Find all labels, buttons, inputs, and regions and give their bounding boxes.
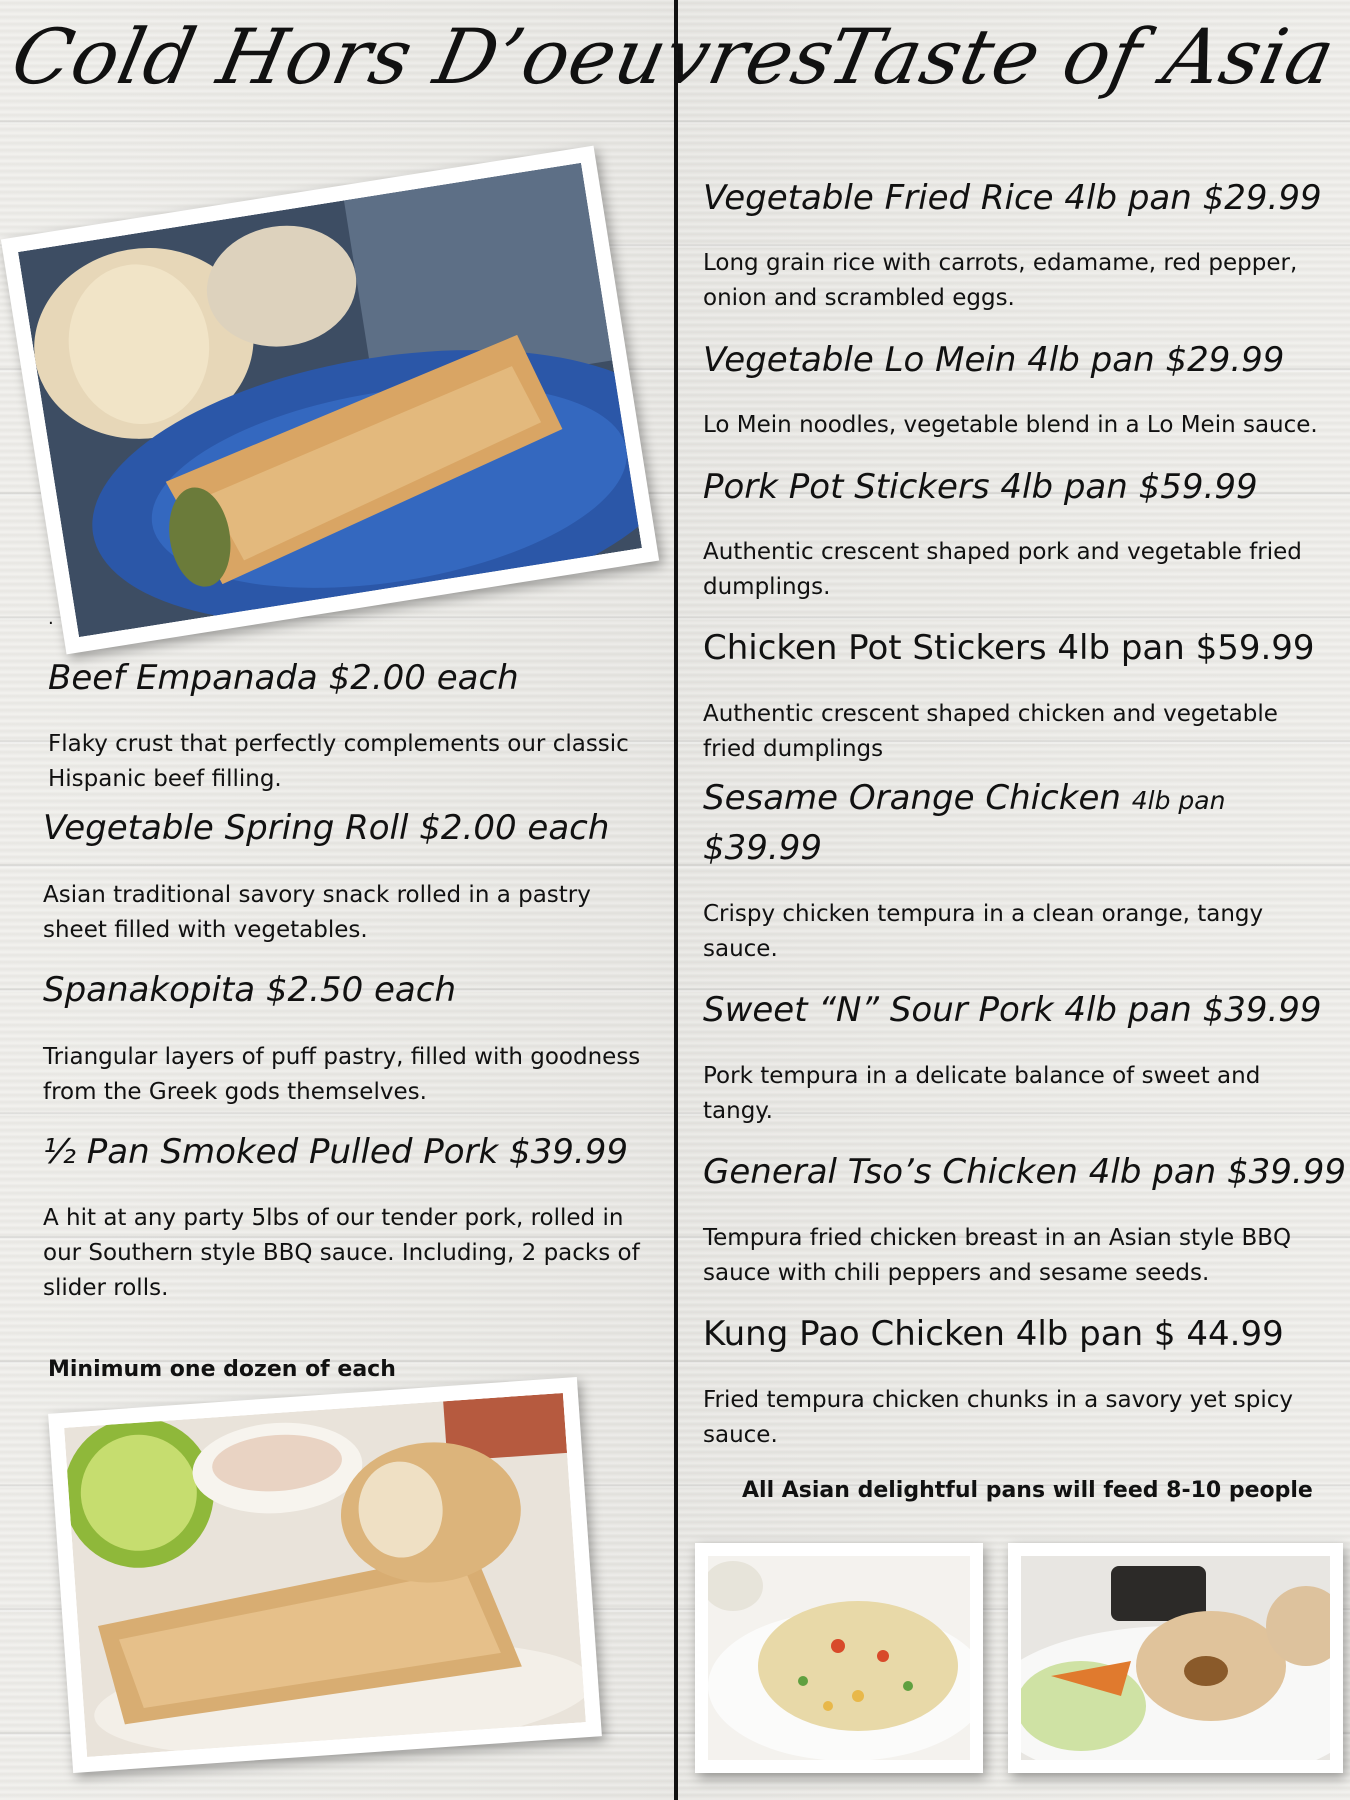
fried-rice-photo (695, 1543, 983, 1773)
item-desc-chicken-pot-stickers: Authentic crescent shaped chicken and vegetable fried dumplings (703, 701, 1278, 762)
item-name-pork-pot-stickers: Pork Pot Stickers 4lb pan $59.99 (703, 467, 1258, 507)
item-desc-beef-empanada: Flaky crust that perfectly complements our classic Hispanic beef filling. (48, 731, 629, 792)
stray-dot: . (48, 608, 54, 629)
item-price-sesame-orange-chicken: $39.99 (703, 828, 822, 868)
item-desc-general-tsos-chicken: Tempura fried chicken breast in an Asian style BBQ sauce with chili peppers and sesame seeds. (703, 1225, 1292, 1286)
item-name-vegetable-spring-roll: Vegetable Spring Roll $2.00 each (43, 808, 610, 848)
item-desc-spanakopita: Triangular layers of puff pastry, filled with goodness from the Greek gods themselves. (43, 1044, 641, 1105)
left-section-title: Cold Hors D’oeuvres (4, 12, 844, 101)
minimum-order-note: Minimum one dozen of each (48, 1357, 396, 1382)
pan-servings-note: All Asian delightful pans will feed 8-10 people (742, 1478, 1313, 1503)
item-desc-vegetable-lo-mein: Lo Mein noodles, vegetable blend in a Lo Mein sauce. (703, 412, 1318, 438)
item-desc-sweet-n-sour-pork: Pork tempura in a delicate balance of sweet and tangy. (703, 1063, 1261, 1124)
item-name-sesame-orange-chicken (703, 778, 1225, 818)
item-name-vegetable-lo-mein: Vegetable Lo Mein 4lb pan $29.99 (703, 340, 1285, 380)
right-section-title: Taste of Asia (820, 12, 1343, 101)
column-divider (674, 0, 678, 1800)
item-desc-kung-pao-chicken: Fried tempura chicken chunks in a savory yet spicy sauce. (703, 1387, 1294, 1448)
sesame-orange-chicken-title: Sesame Orange Chicken (703, 778, 1121, 818)
spanakopita-plate-photo (1, 146, 659, 655)
item-name-beef-empanada: Beef Empanada $2.00 each (48, 658, 519, 698)
item-name-spanakopita: Spanakopita $2.50 each (43, 970, 457, 1010)
item-name-chicken-pot-stickers: Chicken Pot Stickers 4lb pan $59.99 (703, 628, 1315, 668)
item-desc-vegetable-fried-rice: Long grain rice with carrots, edamame, red pepper, onion and scrambled eggs. (703, 250, 1298, 311)
item-name-smoked-pulled-pork: ½ Pan Smoked Pulled Pork $39.99 (43, 1132, 628, 1172)
sesame-orange-chicken-size: 4lb pan (1131, 786, 1226, 815)
item-desc-sesame-orange-chicken: Crispy chicken tempura in a clean orange, tangy sauce. (703, 901, 1264, 962)
item-desc-vegetable-spring-roll: Asian traditional savory snack rolled in a pastry sheet filled with vegetables. (43, 882, 591, 943)
item-name-vegetable-fried-rice: Vegetable Fried Rice 4lb pan $29.99 (703, 178, 1322, 218)
item-name-kung-pao-chicken: Kung Pao Chicken 4lb pan $ 44.99 (703, 1314, 1284, 1354)
item-name-sweet-n-sour-pork: Sweet “N” Sour Pork 4lb pan $39.99 (703, 990, 1322, 1030)
item-desc-pork-pot-stickers: Authentic crescent shaped pork and vegetable fried dumplings. (703, 539, 1302, 600)
pot-stickers-photo (1008, 1543, 1343, 1773)
item-desc-smoked-pulled-pork: A hit at any party 5lbs of our tender pork, rolled in our Southern style BBQ sauce. Including, 2 packs of slider rolls. (43, 1205, 640, 1301)
item-name-general-tsos-chicken: General Tso’s Chicken 4lb pan $39.99 (703, 1152, 1346, 1192)
spring-rolls-photo (48, 1377, 602, 1773)
